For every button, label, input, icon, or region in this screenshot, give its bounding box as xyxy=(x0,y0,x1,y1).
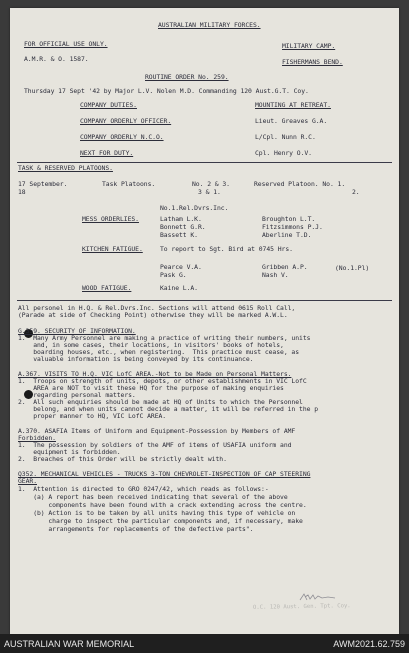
duty-value: L/Cpl. Nunn R.C. xyxy=(255,133,316,141)
section-line: proper manner to HQ, VIC LofC AREA. xyxy=(18,412,167,420)
duty-label: COMPANY ORDERLY N.C.O. xyxy=(80,133,164,141)
unit-name: No.1.Rel.Dvrs.Inc. xyxy=(160,204,229,212)
section-370-heading: A.370. ASAFIA Items of Uniform and Equipment-Possession by Members of AMF xyxy=(18,427,296,435)
kitchen-platoon: (No.1.Pl) xyxy=(335,264,370,272)
platoon-date-2: 18 xyxy=(18,188,26,196)
mess-orderlies-label: MESS ORDERLIES. xyxy=(82,215,139,223)
section-line: valuable information is being conveyed by its continuance. xyxy=(18,355,254,363)
section-367-heading: A.367. VISITS TO H.Q. VIC LofC AREA.-Not to be Made on Personal Matters. xyxy=(18,370,292,378)
signature-mark xyxy=(298,591,338,603)
section-352-heading-2: GEAR. xyxy=(18,477,37,485)
kitchen-name: Pask G. xyxy=(160,271,187,279)
section-line: 1. The possession by soldiers of the AMF of items of USAFIA uniform and xyxy=(18,441,292,449)
document-page xyxy=(10,8,399,634)
document-title: AUSTRALIAN MILITARY FORCES. xyxy=(158,21,261,29)
mess-name: Aberline T.D. xyxy=(262,231,312,239)
mess-name: Bonnett G.R. xyxy=(160,223,206,231)
kitchen-fatigue-label: KITCHEN FATIGUE. xyxy=(82,245,143,253)
duty-label: COMPANY DUTIES. xyxy=(80,101,137,109)
roll-call-line: (Parade at side of Checking Point) otherwise they will be marked A.W.L. xyxy=(18,311,288,319)
section-line: (a) A report has been received indicating that several of the above xyxy=(18,493,288,501)
divider xyxy=(17,162,392,163)
section-line: arrangements for replacements of the defective parts". xyxy=(18,525,254,533)
task-platoon-numbers: No. 2 & 3. xyxy=(192,180,230,188)
section-line: 1. Many Army Personnel are making a practice of writing their numbers, units xyxy=(18,334,311,342)
wood-fatigue-label: WOOD FATIGUE. xyxy=(82,284,132,292)
camp-label: MILITARY CAMP. xyxy=(282,42,336,50)
section-359-heading: G.359. SECURITY OF INFORMATION. xyxy=(18,327,136,335)
section-line: regarding personal matters. xyxy=(18,391,136,399)
footer-accession: AWM2021.62.759 xyxy=(333,639,405,649)
section-line: equipment is forbidden. xyxy=(18,448,121,456)
section-line: boarding houses, etc., when registering. This practice must cease, as xyxy=(18,348,300,356)
duty-value: Cpl. Henry O.V. xyxy=(255,149,312,157)
duty-label: COMPANY ORDERLY OFFICER. xyxy=(80,117,172,125)
section-line: belong, and when units cannot decide a matter, it will be referred in the p xyxy=(18,405,319,413)
section-370-heading-2: Forbidden. xyxy=(18,434,56,442)
official-use: FOR OFFICIAL USE ONLY. xyxy=(24,40,108,48)
camp-location: FISHERMANS BEND. xyxy=(282,58,343,66)
mess-name: Broughton L.T. xyxy=(262,215,316,223)
duty-value: MOUNTING AT RETREAT. xyxy=(255,101,331,109)
section-line: 2. All such enquiries should be made at HQ of Units to which the Personnel xyxy=(18,398,303,406)
kitchen-name: Gribben A.P. xyxy=(262,263,308,271)
duty-value: Lieut. Greaves G.A. xyxy=(255,117,328,125)
section-352-heading: Q352. MECHANICAL VEHICLES - TRUCKS 3-TON CHEVROLET-INSPECTION OF CAP STEERING xyxy=(18,470,311,478)
wood-name: Kaine L.A. xyxy=(160,284,198,292)
footer-bar xyxy=(0,634,409,653)
reserved-platoon: Reserved Platoon. No. 1. xyxy=(254,180,346,188)
order-date-line: Thursday 17 Sept '42 by Major L.V. Nolen M.D. Commanding 120 Aust.G.T. Coy. xyxy=(24,87,309,95)
section-line: AREA are NOT to visit these HQ for the purpose of making enquiries xyxy=(18,384,284,392)
mess-name: Bassett K. xyxy=(160,231,198,239)
mess-name: Fitzsimmons P.J. xyxy=(262,223,323,231)
reserved-platoon-2: 2. xyxy=(352,188,360,196)
amr-number: A.M.R. & O. 1587. xyxy=(24,55,89,63)
unit-stamp: O.C. 120 Aust. Gen. Tpt. Coy. xyxy=(252,603,351,611)
section-line: 1. Attention is directed to GRO 0247/42, which reads as follows:- xyxy=(18,485,269,493)
task-platoon-numbers-2: 3 & 1. xyxy=(198,188,221,196)
section-line: charge to inspect the particular components and, if necessary, make xyxy=(18,517,303,525)
divider xyxy=(17,300,392,301)
kitchen-name: Nash V. xyxy=(262,271,289,279)
section-line: 1. Troops on strength of units, depots, or other establishments in VIC LofC xyxy=(18,377,307,385)
section-line: (b) Action is to be taken by all units having this type of vehicle on xyxy=(18,509,296,517)
kitchen-note: To report to Sgt. Bird at 0745 Hrs. xyxy=(160,245,293,253)
duty-label: NEXT FOR DUTY. xyxy=(80,149,134,157)
section-line: and, in some cases, their locations, in visitors' books of hotels, xyxy=(18,341,284,349)
roll-call-line: All personel in H.Q. & Rel.Dvrs.Inc. Sections will attend 0615 Roll Call, xyxy=(18,304,296,312)
section-line: 2. Breaches of this Order will be strictly dealt with. xyxy=(18,455,227,463)
platoons-heading: TASK & RESERVED PLATOONS. xyxy=(18,164,113,172)
section-line: components have been found with a crack extending across the centre. xyxy=(18,501,307,509)
order-number: ROUTINE ORDER No. 259. xyxy=(145,73,229,81)
task-platoons: Task Platoons. xyxy=(102,180,156,188)
kitchen-name: Pearce V.A. xyxy=(160,263,202,271)
mess-name: Latham L.K. xyxy=(160,215,202,223)
platoon-date: 17 September. xyxy=(18,180,68,188)
footer-source: AUSTRALIAN WAR MEMORIAL xyxy=(4,639,135,649)
